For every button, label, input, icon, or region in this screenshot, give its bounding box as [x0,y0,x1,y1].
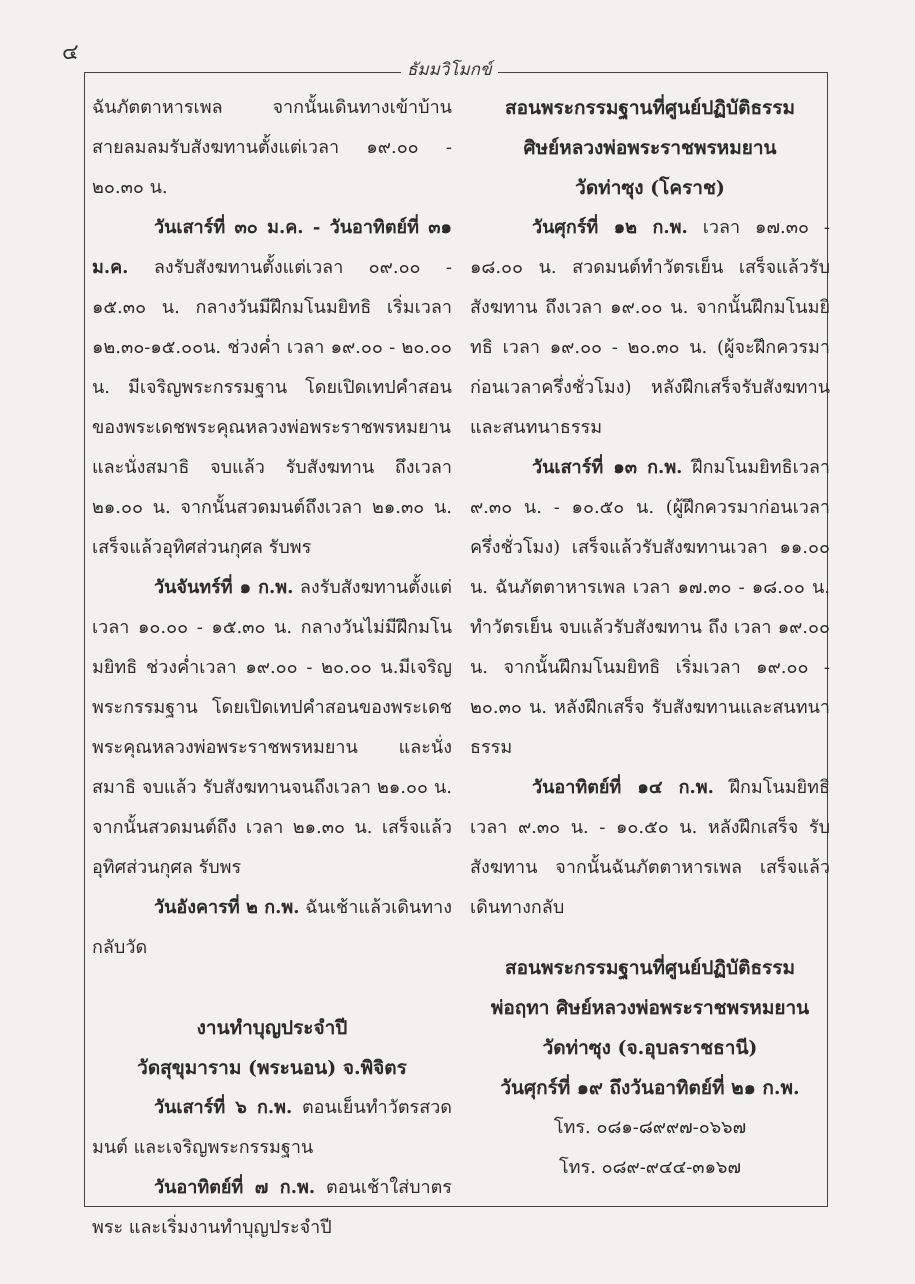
day-label: วันอังคารที่ ๒ ก.พ. [154,897,300,918]
paragraph [92,568,452,888]
paragraph-text: เวลา ๑๗.๓๐ - ๑๘.๐๐ น. สวดมนต์ทำวัตรเย็น เสร็จแล้วรับสังฆทาน ถึงเวลา ๑๙.๐๐ น. จากนั้นฝึกมโนมยิทธิ เวลา ๑๙.๐๐ - ๒๐.๓๐ น. (ผู้จะฝึกควรมาก่อนเวลาครึ่งชั่วโมง) หลังฝึกเสร็จรับสังฆทานและสนทนาธรรม [470,217,830,438]
phone-number: โทร. ๐๘๙-๙๔๔-๓๑๖๗ [559,1157,741,1178]
running-head: ธัมมวิโมกข์ [401,56,498,83]
section-heading: วัดท่าซุง (โคราช) [575,177,725,199]
section-heading: สอนพระกรรมฐานที่ศูนย์ปฏิบัติธรรม [505,957,795,979]
paragraph [470,448,830,768]
paragraph-text: ลงรับสังฆทานตั้งแต่เวลา ๑๐.๐๐ - ๑๕.๓๐ น. กลางวันไม่มีฝึกมโนมยิทธิ ช่วงค่ำเวลา ๑๙.๐๐ - ๒๐.๐๐ น.มีเจริญพระกรรมฐาน โดยเปิดเทปคำสอนของพระเดชพระคุณหลวงพ่อพระราชพรหมยาน และนั่งสมาธิ จบแล้ว รับสังฆทานจนถึงเวลา ๒๑.๐๐ น. จากนั้นสวดมนต์ถึง เวลา ๒๑.๓๐ น. เสร็จแล้วอุทิศส่วนกุศล รับพร [92,577,452,878]
section-heading: ศิษย์หลวงพ่อพระราชพรหมยาน [523,137,777,159]
phone-number: โทร. ๐๘๑-๘๙๙๗-๐๖๖๗ [553,1117,747,1138]
paragraph [470,208,830,448]
day-label: วันเสาร์ที่ ๑๓ ก.พ. [532,457,683,478]
section-heading: สอนพระกรรมฐานที่ศูนย์ปฏิบัติธรรม [505,97,795,119]
day-label: วันอาทิตย์ที่ ๗ ก.พ. [154,1177,316,1198]
section-heading: วัดสุขุมาราม (พระนอน) จ.พิจิตร [137,1057,407,1079]
spacer [470,928,830,948]
day-label: วันศุกร์ที่ ๑๒ ก.พ. [532,217,688,238]
paragraph [92,1088,452,1168]
day-label: วันอาทิตย์ที่ ๑๔ ก.พ. [532,777,714,798]
paragraph-text: ตอนเช้าใส่บาตรพระ และเริ่มงานทำบุญประจำปี [92,1177,452,1238]
day-label: วันจันทร์ที่ ๑ ก.พ. [154,577,294,598]
page-number: ๔ [62,40,79,65]
paragraph-text: ฝึกมโนมยิทธิเวลา ๙.๓๐ น. - ๑๐.๕๐ น. (ผู้ฝึกควรมาก่อนเวลาครึ่งชั่วโมง) เสร็จแล้วรับสังฆทานเวลา ๑๑.๐๐ น. ฉันภัตตาหารเพล เวลา ๑๗.๓๐ - ๑๘.๐๐ น. ทำวัตรเย็น จบแล้วรับสังฆทาน ถึง เวลา ๑๙.๐๐ น. จากนั้นฝึกมโนมยิทธิ เริ่มเวลา ๑๙.๐๐ - ๒๐.๓๐ น. หลังฝึกเสร็จ รับสังฆทานและสนทนาธรรม [470,457,830,758]
left-column [92,88,452,1248]
paragraph-text: ฝึกมโนมยิทธิเวลา ๙.๓๐ น. - ๑๐.๕๐ น. หลังฝึกเสร็จ รับสังฆทาน จากนั้นฉันภัตตาหารเพล เสร็จแล้วเดินทางกลับ [470,777,830,918]
section-heading: งานทำบุญประจำปี [196,1017,348,1039]
day-label: วันเสาร์ที่ ๓๐ ม.ค. - วันอาทิตย์ที่ ๓๑ ม.ค. [92,217,452,278]
section-heading: วัดท่าซุง (จ.อุบลราชธานี) [542,1037,758,1059]
paragraph-text: ตอนเย็นทำวัตรสวดมนต์ และเจริญพระกรรมฐาน [92,1097,452,1158]
paragraph [92,888,452,968]
paragraph [92,208,452,568]
paragraph [470,768,830,928]
paragraph: ฉันภัตตาหารเพล จากนั้นเดินทางเข้าบ้านสายลมลมรับสังฆทานตั้งแต่เวลา ๑๙.๐๐ - ๒๐.๓๐ น. [92,97,452,198]
section-heading: พ่อฤทา ศิษย์หลวงพ่อพระราชพรหมยาน [490,997,810,1019]
section-heading: วันศุกร์ที่ ๑๙ ถึงวันอาทิตย์ที่ ๒๑ ก.พ. [500,1077,800,1099]
paragraph [92,1168,452,1248]
day-label: วันเสาร์ที่ ๖ ก.พ. [154,1097,293,1118]
paragraph-text: ลงรับสังฆทานตั้งแต่เวลา ๐๙.๐๐ - ๑๕.๓๐ น. กลางวันมีฝึกมโนมยิทธิ เริ่มเวลา ๑๒.๓๐-๑๕.๐๐น. ช่วงค่ำ เวลา ๑๙.๐๐ - ๒๐.๐๐ น. มีเจริญพระกรรมฐาน โดยเปิดเทปคำสอนของพระเดชพระคุณหลวงพ่อพระราชพรหมยาน และนั่งสมาธิ จบแล้ว รับสังฆทาน ถึงเวลา ๒๑.๐๐ น. จากนั้นสวดมนต์ถึงเวลา ๒๑.๓๐ น. เสร็จแล้วอุทิศส่วนกุศล รับพร [92,257,452,558]
right-column [470,88,830,1188]
paragraph-text: ฉันเช้าแล้วเดินทางกลับวัด [92,897,452,958]
spacer [92,968,452,1008]
